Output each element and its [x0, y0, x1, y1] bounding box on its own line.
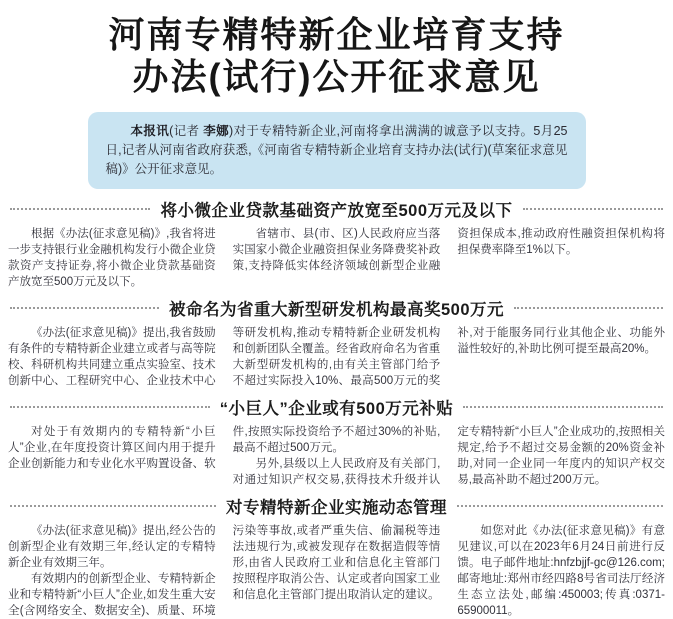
intro-lead: 本报讯	[130, 124, 170, 138]
paragraph: 根据《办法(征求意见稿)》,我省将进一步支持银行业金融机构发行小微企业贷款资产支持证券,将小微企业贷款基础资产放宽至500万元及以下。	[8, 228, 216, 288]
section-heading-row	[10, 197, 663, 221]
paragraph: 另外,县级以上人民政府及有关部门,对通过知识产权交易,获得技术升级并认定专精特新“小巨人”企业成功的,按照相关规定,给予不超过交易金额的20%资金补助,对同一企业同一年度内的知识产权交易,最高补助不超过200万元。	[232, 426, 665, 486]
article-title-line2: 办法(试行)公开征求意见	[132, 56, 541, 97]
paragraph: 《办法(征求意见稿)》提出,经公告的创新型企业有效期三年,经认定的专精特新企业有效期三年。	[8, 525, 216, 569]
section-dynamic-management	[8, 494, 665, 619]
dotted-rule-right	[457, 505, 663, 507]
section-body	[8, 325, 665, 389]
paragraph: 有效期内的创新型企业、专精特新企业和专精特新“小巨人”企业,如发生重大安全(含网络安全、数据安全)、质量、环境污染等事故,或者严重失信、偷漏税等违法违规行为,或被发现存在数据造假等情形,由省人民政府工业和信息化主管部门按照程序取消公告、认定或者向国家工业和信息化主管部门提出取消认定的建议。	[8, 525, 441, 617]
dotted-rule-right	[523, 208, 663, 210]
dotted-rule-left	[10, 307, 159, 309]
dotted-rule-right	[463, 406, 663, 408]
section-heading-row	[10, 494, 663, 518]
intro-body-text: 对于专精特新企业,河南将拿出满满的诚意予以支持。5月25日,记者从河南省政府获悉,《河南省专精特新企业培育支持办法(试行)(草案征求意见稿)》公开征求意见。	[105, 124, 568, 176]
article-title	[8, 14, 665, 98]
section-title: 将小微企业贷款基础资产放宽至500万元及以下	[160, 202, 513, 220]
intro-reporter-name: 李娜	[203, 124, 229, 138]
section-title: “小巨人”企业或有500万元补贴	[219, 400, 454, 418]
section-body	[8, 226, 665, 290]
article-title-line1: 河南专精特新企业培育支持	[108, 14, 565, 55]
section-title: 对专精特新企业实施动态管理	[226, 499, 447, 517]
dotted-rule-left	[10, 505, 216, 507]
section-body	[8, 424, 665, 488]
dotted-rule-right	[514, 307, 663, 309]
section-title: 被命名为省重大新型研发机构最高奖500万元	[168, 301, 505, 319]
intro-paragraph	[106, 122, 568, 179]
paragraph: 如您对此《办法(征求意见稿)》有意见建议,可以在2023年6月24日前进行反馈。电子邮件地址:hnfzbjjf-gc@126.com;邮寄地址:郑州市经四路8号省司法厅经济生态立法处,邮编:450003;传真:0371-65900011。	[457, 525, 665, 617]
dotted-rule-left	[10, 208, 150, 210]
paragraph: 省辖市、县(市、区)人民政府应当落实国家小微企业融资担保业务降费奖补政策,支持降低实体经济领域创新型企业融资担保成本,推动政府性融资担保机构将担保费率降至1%以下。	[232, 228, 665, 272]
intro-box	[88, 112, 586, 189]
section-rnd-institution-award	[8, 296, 665, 389]
paragraph: 对处于有效期内的专精特新“小巨人”企业,在年度投资计算区间内用于提升企业创新能力和专业化水平购置设备、软件,按照实际投资给予不超过30%的补贴,最高不超过500万元。	[8, 426, 441, 470]
section-loan-asset-relaxation	[8, 197, 665, 290]
intro-byline-close: )	[229, 124, 234, 138]
section-heading-row	[10, 296, 663, 320]
section-body	[8, 523, 665, 619]
section-heading-row	[10, 395, 663, 419]
dotted-rule-left	[10, 406, 210, 408]
intro-byline-open: (记者	[169, 124, 204, 138]
paragraph: 《办法(征求意见稿)》提出,我省鼓励有条件的专精特新企业建立或者与高等院校、科研机构共同建立重点实验室、技术创新中心、工程研究中心、企业技术中心等研发机构,推动专精特新企业研发机构和创新团队全覆盖。经省政府命名为省重大新型研发机构的,由有关主管部门给予不超过实际投入10%、最高500万元的奖补,对于能服务同行业其他企业、功能外溢性较好的,补助比例可提至最高20%。	[8, 327, 665, 387]
section-little-giant-subsidy	[8, 395, 665, 488]
